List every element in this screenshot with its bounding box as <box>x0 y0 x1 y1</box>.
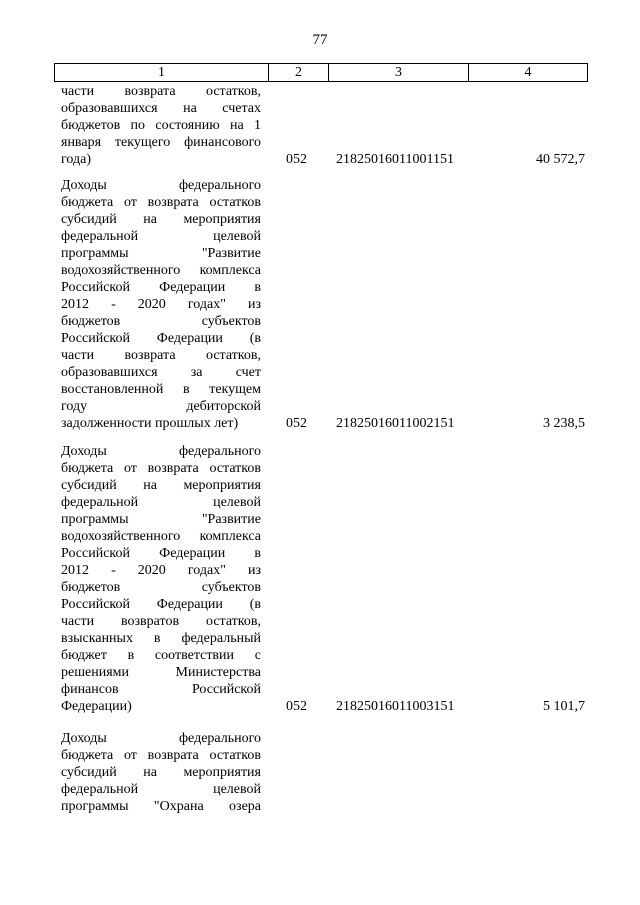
description-line: Федерации) <box>61 699 132 714</box>
description-line: субсидий на мероприятия <box>61 212 261 227</box>
table-header <box>54 63 588 82</box>
row-code: 052 <box>286 699 307 714</box>
description-line: водохозяйственного комплекса <box>61 529 261 544</box>
row-description <box>61 730 261 815</box>
description-line: программы "Развитие <box>61 512 261 527</box>
row-kbk: 21825016011003151 <box>336 699 455 714</box>
description-line: бюджета от возврата остатков <box>61 195 261 210</box>
description-line: программы "Развитие <box>61 246 261 261</box>
description-line: части возвратов остатков, <box>61 614 261 629</box>
description-line: восстановленной в текущем <box>61 382 261 397</box>
header-col-4: 4 <box>524 65 532 80</box>
description-line: Доходы федерального <box>61 731 261 746</box>
row-code: 052 <box>286 152 307 167</box>
description-line: 2012 - 2020 годах" из <box>61 563 261 578</box>
description-line: бюджет в соответствии с <box>61 648 261 663</box>
row-amount: 3 238,5 <box>543 416 585 431</box>
row-code: 052 <box>286 416 307 431</box>
row-kbk: 21825016011002151 <box>336 416 455 431</box>
description-line: бюджетов по состоянию на 1 <box>61 118 261 133</box>
description-line: субсидий на мероприятия <box>61 478 261 493</box>
description-line: решениями Министерства <box>61 665 261 680</box>
row-description <box>61 83 261 168</box>
description-line: Российской Федерации в <box>61 280 261 295</box>
description-line: водохозяйственного комплекса <box>61 263 261 278</box>
description-line: Российской Федерации (в <box>61 597 261 612</box>
description-line: бюджетов субъектов <box>61 580 261 595</box>
description-line: Российской Федерации в <box>61 546 261 561</box>
description-line: бюджета от возврата остатков <box>61 748 261 763</box>
row-amount: 40 572,7 <box>536 152 585 167</box>
row-kbk: 21825016011001151 <box>336 152 454 167</box>
description-line: образовавшихся за счет <box>61 365 261 380</box>
description-line: января текущего финансового <box>61 135 261 150</box>
description-line: году дебиторской <box>61 399 261 414</box>
description-line: взысканных в федеральный <box>61 631 261 646</box>
description-line: Российской Федерации (в <box>61 331 261 346</box>
row-description <box>61 177 261 432</box>
description-line: года) <box>61 152 91 167</box>
description-line: образовавшихся на счетах <box>61 101 261 116</box>
description-line: федеральной целевой <box>61 229 261 244</box>
description-line: бюджета от возврата остатков <box>61 461 261 476</box>
description-line: части возврата остатков, <box>61 348 261 363</box>
header-col-3: 3 <box>329 64 469 81</box>
page-number: 77 <box>312 32 328 48</box>
row-description <box>61 443 261 715</box>
header-col-2: 2 <box>269 64 329 81</box>
description-line: финансов Российской <box>61 682 261 697</box>
description-line: 2012 - 2020 годах" из <box>61 297 261 312</box>
row-amount: 5 101,7 <box>543 699 585 714</box>
description-line: Доходы федерального <box>61 178 261 193</box>
header-col-1: 1 <box>55 64 269 81</box>
description-line: задолженности прошлых лет) <box>61 416 239 431</box>
description-line: Доходы федерального <box>61 444 261 459</box>
description-line: части возврата остатков, <box>61 84 261 99</box>
description-line: программы "Охрана озера <box>61 799 261 814</box>
description-line: федеральной целевой <box>61 782 261 797</box>
description-line: федеральной целевой <box>61 495 261 510</box>
description-line: бюджетов субъектов <box>61 314 261 329</box>
description-line: субсидий на мероприятия <box>61 765 261 780</box>
